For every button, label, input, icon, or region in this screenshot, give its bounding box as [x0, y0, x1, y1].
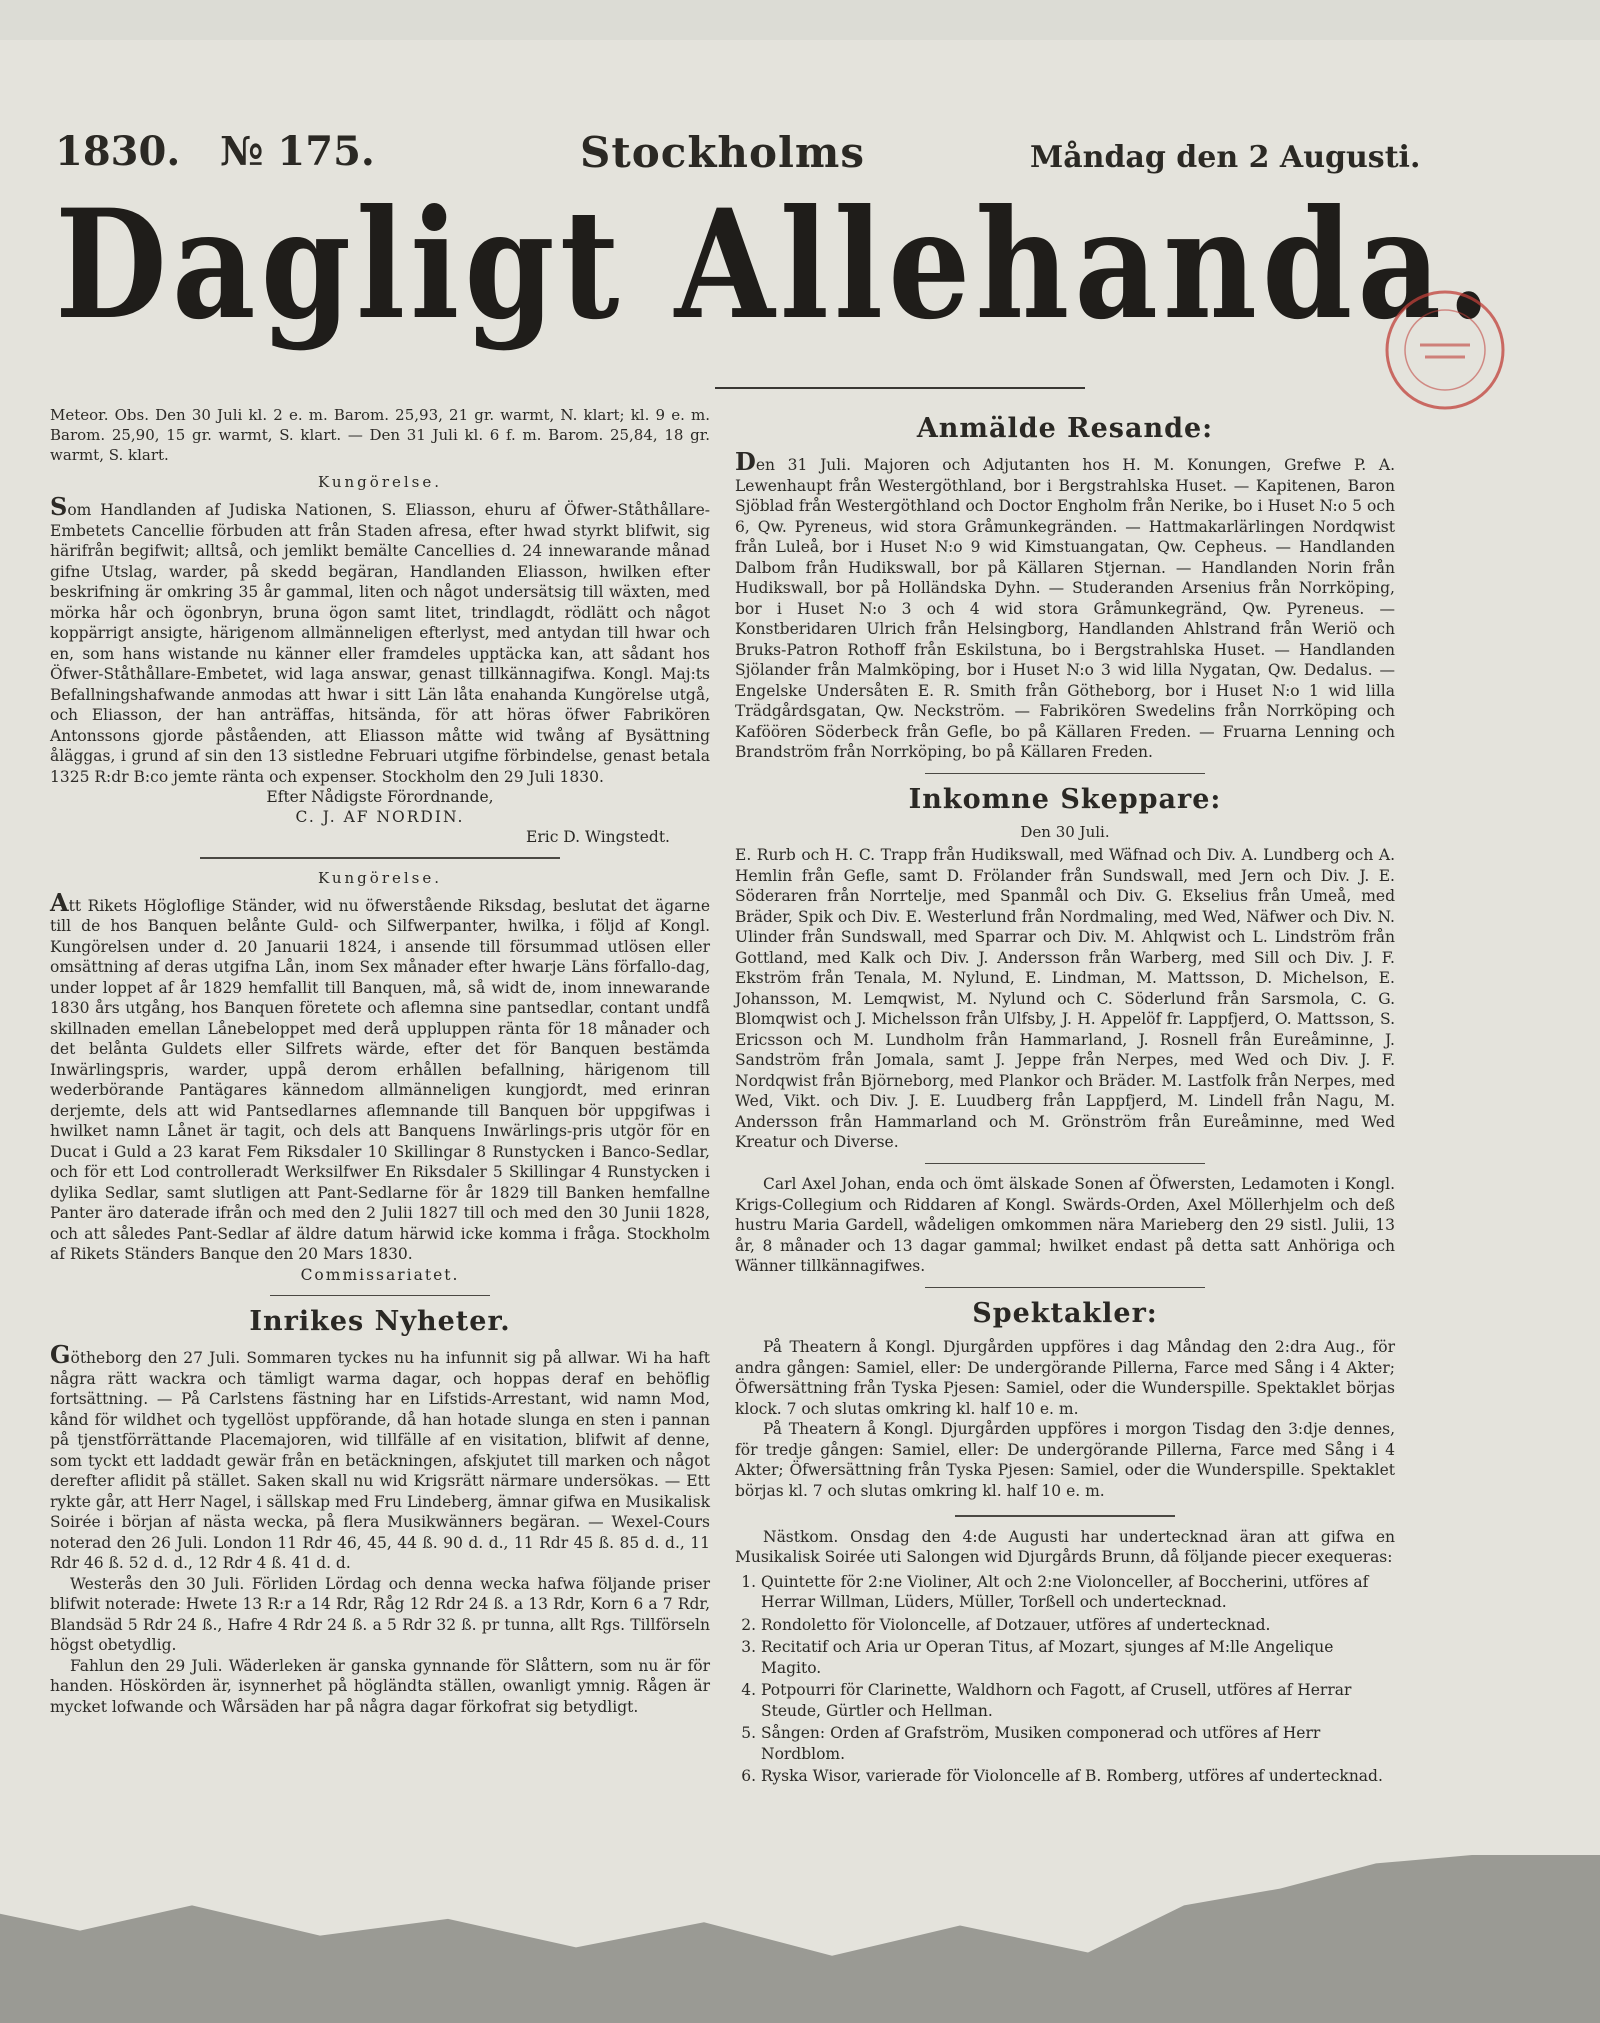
domestic-news-vasteras: Westerås den 30 Juli. Förliden Lördag och denna wecka hafwa följande priser blifwit noterade: Hwete 13 R:r a 14 Rdr, Råg 12 Rdr 24 ß. a 13 Rdr, Korn 6 a 7 Rdr, Blandsäd 5 Rdr 24 ß., Hafre 4 Rdr 24 ß. a 5 Rdr 32 ß. pr tunna, allt Rgs. Tillförseln högst obetydlig.: [50, 1574, 710, 1654]
program-item: 5. Sången: Orden af Grafström, Musiken componerad och utföres af Herr Nordblom.: [761, 1723, 1395, 1764]
announcement-1-signature-2: C. J. AF NORDIN.: [295, 808, 465, 826]
announcement-1-title: Kungörelse.: [317, 473, 443, 491]
section-divider: [925, 773, 1205, 775]
death-notice: Carl Axel Johan, enda och ömt älskade Sonen af Öfwersten, Ledamoten i Kongl. Krigs-Collegium och Riddaren af Kongl. Swärds-Orden, Axel Möllerhjelm och deß hustru Maria Gardell, wådeligen omkommen nära Marieberg den 29 sistl. Julii, 13 år, 8 månader och 13 dagar gammal; hwilket endast på detta satt Anhöriga och Wänner tillkännagifwes.: [735, 1175, 1395, 1275]
ship-arrivals-text: E. Rurb och H. C. Trapp från Hudikswall, med Wäfnad och Div. A. Lundberg och A. Hemlin från Gefle, samt D. Frölander från Sundswall, med Jern och Div. J. E. Söderaren från Norrtelje, med Spanmål och Div. G. Ekselius från Umeå, med Bräder, Spik och Div. E. Westerlund från Nordmaling, med Wed, Näfwer och Div. N. Ulinder från Sundswall, med Sparrar och Div. M. Ahlqwist och L. Lindström från Gottland, med Kalk och Div. J. Andersson från Warberg, med Sill och Div. J. F. Ekström från Tenala, M. Nylund, E. Lindman, M. Mattsson, D. Michelson, E. Johansson, M. Lemqwist, M. Nylund och C. Söderlund från Sarsmola, C. G. Blomqwist och J. Michelsson från Ulfsby, J. H. Appelöf fr. Lappfjerd, O. Mattsson, S. Ericsson och M. Lundholm från Hammarland, J. Rosnell från Eureåminne, J. Sandström från Jomala, samt J. Jeppe från Nerpes, med Wed och Div. J. F. Nordqwist från Björneborg, med Plankor och Bräder. M. Lastfolk från Nerpes, med Wed, Vikt. och Div. J. E. Luudberg från Lappfjerd, M. Lindell från Nagu, M. Andersson från Hammarland och M. Grönström från Eureåminne, med Wed Kreatur och Diverse.: [735, 846, 1395, 1151]
domestic-news-title: Inrikes Nyheter.: [249, 1306, 511, 1337]
section-divider: [200, 857, 560, 859]
section-divider: [925, 1163, 1205, 1165]
announcement-1-signature-3: Eric D. Wingstedt.: [526, 828, 670, 846]
announcement-1-signature-1: Efter Nådigste Förordnande,: [266, 788, 494, 806]
travellers-title: Anmälde Resande:: [916, 413, 1214, 444]
theatre-today: På Theatern å Kongl. Djurgården uppföres i dag Måndag den 2:dra Aug., för andra gången: Samiel, eller: De undergörande Pillerna, Farce med Sång i 4 Akter; Öfwersättning från Tyska Pjesen: Samiel, oder die Wunderspille. Spektaklet börjas klock. 7 och slutas omkring kl. half 10 e. m.: [735, 1338, 1395, 1418]
travellers-text: Den 31 Juli. Majoren och Adjutanten hos H. M. Konungen, Grefwe P. A. Lewenhaupt från Westergöthland, bor i Bergstrahlska Huset. — Kapitenen, Baron Sjöblad från Westergöthland och Doctor Engholm från Nerike, bo i Huset N:o 5 och 6, Qw. Pyreneus, wid stora Gråmunkegränden. — Hattmakarlärlingen Nordqwist från Luleå, bor i Huset N:o 9 wid Kimstuangatan, Qw. Cepheus. — Handlanden Dalbom från Hudikswall, bor på Källaren Stjernan. — Handlanden Norin från Hudikswall, bor på Holländska Dyhn. — Studeranden Arsenius från Norrköping, bor i Huset N:o 3 och 4 wid stora Gråmunkegränd, Qw. Pyreneus. — Konstberidaren Ulrich från Helsingborg, Handlanden Ahlstrand från Weriö och Bruks-Patron Rothoff från Eskilstuna, bo i Bergstrahlska Huset. — Handlanden Sjölander från Malmköping, bor i Huset N:o 3 wid lilla Nygatan, Qw. Dedalus. — Engelske Undersåten E. R. Smith från Götheborg, bor i Huset N:o 1 wid lilla Trädgårdsgatan, Qw. Neckström. — Fabrikören Swedelins från Norrköping och Kaföören Söderbeck från Gefle, bo på Källaren Freden. — Fruarna Lenning och Brandström från Norrköping, bo på Källaren Freden.: [735, 447, 1395, 761]
issue-year: 1830.: [55, 128, 181, 175]
announcement-1-text: Som Handlanden af Judiska Nationen, S. Eliasson, ehuru af Öfwer-Ståthållare-Embetets Cancellie förbuden att från Staden afresa, efter hwad styrkt blifwit, sig härifrån begifwit; alltså, och jemlikt bemälte Cancellies d. 24 innewarande månad gifne Utslag, warder, på skedd begäran, Handlanden Eliasson, hwilken efter beskrifning är omkring 35 år gammal, liten och något undersätsig till wäxten, med mörka hår och ögonbryn, bruna ögon samt litet, trindlagdt, rödlätt och något koppärrigt ansigte, härigenom allmänneligen efterlyst, med antydan till hwar och en, som hans wistande nu känner eller framdeles upptäcka kan, att sådant hos Öfwer-Ståthållare-Embetet, wid laga answar, genast tillkännagifwa. Kongl. Maj:ts Befallningshafwande anmodas att hwar i sitt Län låta enahanda Kungörelse utgå, och Eliasson, der han anträffas, hitsända, för att höras öfwer Fabrikören Antonssons gjorde påståenden, att Eliasson måtte wid twång af Bysättning åläggas, i grund af sin den 13 sistledne Februari utgifne förbindelse, genast betala 1325 R:dr B:co jemte ränta och expenser. Stockholm den 29 Juli 1830.: [50, 492, 710, 786]
concert-intro: Nästkom. Onsdag den 4:de Augusti har undertecknad äran att gifwa en Musikalisk Soirée uti Salongen wid Djurgårds Brunn, då följande piecer exequeras:: [735, 1527, 1395, 1566]
program-item: 4. Potpourri för Clarinette, Waldhorn och Fagott, af Crusell, utföres af Herrar Steude, Gürtler och Hellman.: [761, 1680, 1395, 1721]
announcement-2-title: Kungörelse.: [317, 868, 443, 887]
section-divider: [270, 1295, 490, 1297]
theatre-tomorrow: På Theatern å Kongl. Djurgården uppföres i morgon Tisdag den 3:dje dennes, för tredje gången: Samiel, eller: De undergörande Pillerna, Farce med Sång i 4 Akter; Öfwersättning från Tyska Pjesen: Samiel, oder die Wunderspille. Spektaklet börjas kl. 7 och slutas omkring kl. half 10 e. m.: [735, 1420, 1395, 1500]
ship-arrivals-title: Inkomne Skeppare:: [908, 784, 1222, 815]
section-divider: [925, 1287, 1205, 1289]
program-item: 2. Rondoletto för Violoncelle, af Dotzauer, utföres af undertecknad.: [761, 1615, 1395, 1636]
announcement-2-signature: Commissariatet.: [300, 1265, 460, 1284]
top-paper-edge: [0, 0, 1600, 40]
masthead-city: Stockholms: [580, 128, 866, 177]
header-rule: [715, 387, 1085, 389]
domestic-news-gothenburg: Götheborg den 27 Juli. Sommaren tyckes nu ha infunnit sig på allwar. Wi ha haft några rätt wackra och tämligt warma dagar, och hoppas deraf en behöflig fortsättning. — På Carlstens fästning har en Lifstids-Arrestant, wid namn Mod, kånd för wildhet och tygellöst uppförande, då han hotade slunga en sten i pannan på tjenstförrättande Placemajoren, wid tillfälle af en visitation, blifwit af denne, som tyckt ett laddadt gewär från en betäckningen, afskjutet till marken och något derefter aflidit på stället. Saken skall nu wid Krigsrätt närmare undersökas. — Ett rykte går, att Herr Nagel, i sällskap med Fru Lindeberg, ämnar gifwa en Musikalisk Soirée i början af nästa wecka, på flera Musikwänners begäran. — Wexel-Cours noterad den 26 Juli. London 11 Rdr 46, 45, 44 ß. 90 d. d., 11 Rdr 45 ß. 85 d. d., 11 Rdr 46 ß. 52 d. d., 12 Rdr 4 ß. 41 d. d.: [50, 1340, 710, 1572]
masthead-title: Dagligt Allehanda.: [55, 177, 1497, 353]
domestic-news-falun: Fahlun den 29 Juli. Wäderleken är ganska gynnande för Slåttern, som nu är för handen. Höskörden är, isynnerhet på högländta ställen, owanligt ymnig. Rågen är mycket lofwande och Wårsäden har på några dagar förkofrat sig betydligt.: [50, 1656, 710, 1716]
announcement-2-text: Att Rikets Högloflige Ständer, wid nu öfwerstående Riksdag, beslutat det ägarne till de hos Banquen belånte Guld- och Silfwerpanter, hwilka, i följd af Kongl. Kungörelsen under d. 20 Januarii 1824, i ansende till försummad utlösen eller omsättning af deras utgifna Lån, inom Sex månader efter hwarje Läns förfallo-dag, under loppet af år 1829 hemfallit till Banquen, må, så widt de, inom innewarande 1830 års utgång, hos Banquen företete och aflemna sine pantsedlar, contant undfå skillnaden emellan Lånebeloppet med derå uppluppen ränta för 18 månader och det belånta Guldets eller Silfrets wärde, efter det för Banquen bestämda Inwärlingspris, warder, uppå derom erhållen befallning, härigenom till wederbörande Pantägares kännedom allmänneligen kungjordt, med erinran derjemte, dels att wid Pantsedlarnes aflemnande till Banquen bör uppgifwas i hwilket namn Lånet är tagit, och dels att Banquens Inwärlings-pris utgör för en Ducat i Guld a 23 karat Fem Riksdaler 10 Skillingar 8 Runstycken i Banco-Sedlar, och för ett Lod controlleradt Werksilfwer En Riksdaler 5 Skillingar 4 Runstycken i dylika Sedlar, samt slutligen att Pant-Sedlarne för år 1829 till Banken hemfallne Panter äro daterade ifrån och med den 2 Julii 1827 till och med den 30 Junii 1828, och att således Pant-Sedlar af äldre datum härwid icke komma i fråga. Stockholm af Rikets Ständers Banque den 20 Mars 1830.: [50, 887, 710, 1263]
theatre-title: Spektakler:: [972, 1298, 1158, 1329]
section-divider: [955, 1515, 1175, 1517]
left-column: [50, 405, 710, 1717]
right-column: [735, 405, 1395, 1789]
program-item: 3. Recitatif och Aria ur Operan Titus, af Mozart, sjunges af M:lle Angelique Magito.: [761, 1637, 1395, 1678]
issue-number: № 175.: [220, 128, 375, 175]
weather-observations: Meteor. Obs. Den 30 Juli kl. 2 e. m. Barom. 25,93, 21 gr. warmt, N. klart; kl. 9 e. m. Barom. 25,90, 15 gr. warmt, S. klart. — Den 31 Juli kl. 6 f. m. Barom. 25,84, 18 gr. warmt, S. klart.: [50, 406, 710, 464]
ship-arrivals-date: Den 30 Juli.: [1020, 823, 1110, 841]
torn-paper-edge: [0, 1855, 1600, 2023]
issue-date: Måndag den 2 Augusti.: [1030, 140, 1421, 175]
library-stamp-icon: [1380, 285, 1510, 415]
program-item: 1. Quintette för 2:ne Violiner, Alt och 2:ne Violonceller, af Boccherini, utföres af Herrar Willman, Lüders, Müller, Torßell och undertecknad.: [761, 1572, 1395, 1613]
concert-program: [735, 1572, 1395, 1787]
program-item: 6. Ryska Wisor, varierade för Violoncelle af B. Romberg, utföres af undertecknad.: [761, 1766, 1395, 1787]
